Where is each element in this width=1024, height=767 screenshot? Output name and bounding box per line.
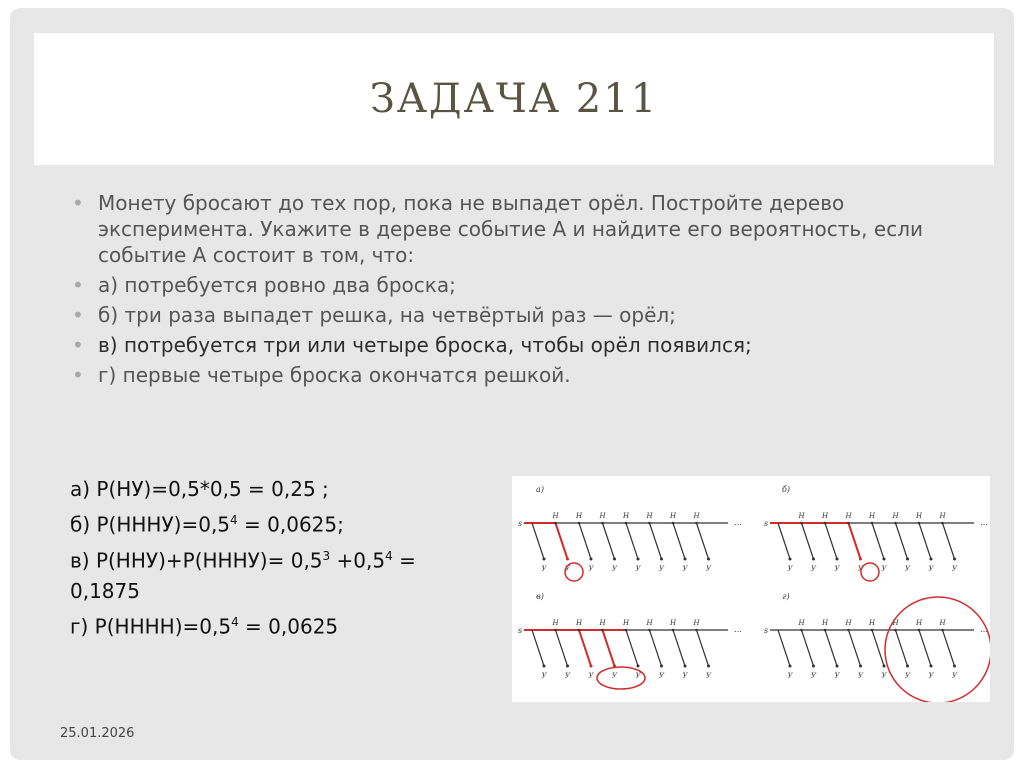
trunk-node bbox=[672, 629, 675, 632]
node-heads-label: У bbox=[951, 565, 958, 573]
branch-line bbox=[919, 523, 931, 559]
trunk-node bbox=[625, 629, 628, 632]
leaf-node bbox=[613, 558, 616, 561]
event-highlight-circle bbox=[861, 563, 879, 581]
panel-label: б) bbox=[781, 485, 791, 494]
start-label: s bbox=[517, 519, 523, 528]
node-tails-label: Н bbox=[669, 619, 677, 627]
branch-line bbox=[579, 630, 591, 666]
trunk-node bbox=[672, 522, 675, 525]
branch-line bbox=[556, 630, 568, 666]
node-heads-label: У bbox=[658, 565, 665, 573]
branch-line bbox=[825, 523, 837, 559]
branch-line bbox=[849, 523, 861, 559]
node-tails-label: Н bbox=[915, 512, 923, 520]
bullet-text: г) первые четыре броска окончатся решкой. bbox=[98, 363, 571, 387]
trunk-node bbox=[918, 522, 921, 525]
leaf-node bbox=[930, 558, 933, 561]
leaf-node bbox=[789, 665, 792, 668]
leaf-node bbox=[836, 558, 839, 561]
branch-line bbox=[626, 630, 638, 666]
trunk-node bbox=[554, 629, 557, 632]
branch-line bbox=[778, 630, 790, 666]
trunk-node bbox=[554, 522, 557, 525]
leaf-node bbox=[953, 558, 956, 561]
panel-label: а) bbox=[536, 485, 544, 494]
branch-line bbox=[919, 630, 931, 666]
bullet-text: Монету бросают до тех пор, пока не выпадет орёл. Постройте дерево эксперимента. Укажите в дереве событие А и найдите его вероятность, если событие А состоит в том, что: bbox=[98, 191, 923, 267]
continuation-dots: ... bbox=[980, 518, 988, 527]
leaf-node bbox=[812, 558, 815, 561]
continuation-dots: ... bbox=[980, 625, 988, 634]
branch-line bbox=[943, 523, 955, 559]
trunk-node bbox=[871, 629, 874, 632]
node-tails-label: Н bbox=[622, 512, 630, 520]
leaf-node bbox=[684, 558, 687, 561]
trunk-node bbox=[578, 629, 581, 632]
trunk-node bbox=[894, 629, 897, 632]
title-box bbox=[34, 33, 994, 165]
branch-line bbox=[579, 523, 591, 559]
node-tails-label: Н bbox=[939, 512, 946, 520]
leaf-node bbox=[707, 665, 710, 668]
bullet-item bbox=[66, 302, 966, 328]
answer-a: а) P(НУ)=0,5*0,5 = 0,25 ; bbox=[70, 477, 329, 501]
trunk-node bbox=[871, 522, 874, 525]
node-heads-label: У bbox=[857, 565, 864, 573]
node-heads-label: У bbox=[857, 672, 864, 680]
node-tails-label: Н bbox=[821, 512, 829, 520]
trunk-node bbox=[941, 629, 944, 632]
node-heads-label: У bbox=[834, 672, 840, 680]
node-heads-label: У bbox=[635, 672, 641, 680]
trunk-node bbox=[695, 522, 698, 525]
node-heads-label: У bbox=[541, 565, 547, 573]
continuation-dots: ... bbox=[734, 625, 742, 634]
node-heads-label: У bbox=[787, 672, 793, 680]
node-heads-label: У bbox=[588, 672, 594, 680]
branch-line bbox=[849, 630, 861, 666]
branch-line bbox=[778, 523, 790, 559]
trunk-node bbox=[625, 522, 628, 525]
node-heads-label: У bbox=[564, 565, 571, 573]
node-heads-label: У bbox=[658, 672, 665, 680]
leaf-node bbox=[684, 665, 687, 668]
trunk-node bbox=[824, 522, 827, 525]
node-tails-label: Н bbox=[845, 619, 852, 627]
node-heads-label: У bbox=[611, 672, 618, 680]
node-tails-label: Н bbox=[693, 512, 700, 520]
node-heads-label: У bbox=[834, 565, 840, 573]
node-tails-label: Н bbox=[669, 512, 677, 520]
leaf-node bbox=[566, 558, 569, 561]
experiment-tree-diagram bbox=[512, 476, 990, 702]
node-heads-label: У bbox=[541, 672, 547, 680]
trunk-node bbox=[894, 522, 897, 525]
leaf-node bbox=[789, 558, 792, 561]
answer-c: в) P(ННУ)+P(НННУ)= $0,5^3 +0,5^4$ = bbox=[70, 548, 416, 573]
trunk-node bbox=[847, 522, 850, 525]
leaf-node bbox=[707, 558, 710, 561]
node-tails-label: Н bbox=[868, 512, 876, 520]
leaf-node bbox=[930, 665, 933, 668]
branch-line bbox=[673, 523, 685, 559]
branch-line bbox=[532, 630, 544, 666]
trunk-node bbox=[601, 629, 604, 632]
leaf-node bbox=[883, 665, 886, 668]
trunk-node bbox=[695, 629, 698, 632]
node-tails-label: Н bbox=[798, 619, 805, 627]
trunk-node bbox=[824, 629, 827, 632]
node-heads-label: У bbox=[787, 565, 793, 573]
start-label: s bbox=[763, 626, 769, 635]
node-heads-label: У bbox=[682, 565, 688, 573]
trunk-node bbox=[941, 522, 944, 525]
node-heads-label: У bbox=[705, 565, 712, 573]
trunk-node bbox=[918, 629, 921, 632]
leaf-node bbox=[543, 558, 546, 561]
branch-line bbox=[650, 630, 662, 666]
branch-line bbox=[896, 630, 908, 666]
footer-date: 25.01.2026 bbox=[60, 726, 135, 741]
slide-title: ЗАДАЧА 211 bbox=[369, 76, 659, 122]
branch-line bbox=[872, 630, 884, 666]
node-tails-label: Н bbox=[845, 512, 852, 520]
node-tails-label: Н bbox=[575, 512, 583, 520]
trunk-node bbox=[648, 522, 651, 525]
panel-label: в) bbox=[536, 592, 544, 601]
node-tails-label: Н bbox=[915, 619, 923, 627]
node-tails-label: Н bbox=[646, 512, 653, 520]
bullet-item bbox=[66, 362, 966, 388]
start-label: s bbox=[763, 519, 769, 528]
node-heads-label: У bbox=[682, 672, 688, 680]
leaf-node bbox=[883, 558, 886, 561]
node-heads-label: У bbox=[928, 565, 934, 573]
branch-line bbox=[802, 523, 814, 559]
node-tails-label: Н bbox=[622, 619, 630, 627]
node-heads-label: У bbox=[564, 672, 571, 680]
node-tails-label: Н bbox=[599, 512, 606, 520]
node-tails-label: Н bbox=[892, 619, 899, 627]
bullet-dot-icon: • bbox=[72, 303, 84, 327]
bullet-dot-icon: • bbox=[72, 333, 84, 357]
node-tails-label: Н bbox=[552, 619, 559, 627]
node-heads-label: У bbox=[904, 565, 911, 573]
leaf-node bbox=[953, 665, 956, 668]
node-heads-label: У bbox=[951, 672, 958, 680]
branch-line bbox=[697, 523, 709, 559]
leaf-node bbox=[637, 665, 640, 668]
trunk-node bbox=[800, 629, 803, 632]
trunk-node bbox=[601, 522, 604, 525]
bullet-dot-icon: • bbox=[72, 191, 84, 215]
node-tails-label: Н bbox=[693, 619, 700, 627]
bullet-item bbox=[66, 272, 966, 298]
node-heads-label: У bbox=[810, 672, 817, 680]
node-tails-label: Н bbox=[599, 619, 606, 627]
bullet-dot-icon: • bbox=[72, 273, 84, 297]
bullet-list bbox=[66, 190, 966, 392]
node-heads-label: У bbox=[588, 565, 594, 573]
start-label: s bbox=[517, 626, 523, 635]
branch-line bbox=[896, 523, 908, 559]
node-heads-label: У bbox=[705, 672, 712, 680]
node-tails-label: Н bbox=[892, 512, 899, 520]
bullet-item bbox=[66, 190, 966, 268]
node-tails-label: Н bbox=[798, 512, 805, 520]
node-heads-label: У bbox=[881, 672, 887, 680]
bullet-text: б) три раза выпадет решка, на четвёртый раз — орёл; bbox=[98, 303, 676, 327]
leaf-node bbox=[660, 558, 663, 561]
leaf-node bbox=[812, 665, 815, 668]
leaf-node bbox=[566, 665, 569, 668]
branch-line bbox=[872, 523, 884, 559]
panel-label: г) bbox=[782, 592, 790, 601]
branch-line bbox=[943, 630, 955, 666]
leaf-node bbox=[906, 665, 909, 668]
bullet-text: в) потребуется три или четыре броска, чтобы орёл появился; bbox=[98, 333, 752, 357]
node-heads-label: У bbox=[635, 565, 641, 573]
leaf-node bbox=[543, 665, 546, 668]
trunk-node bbox=[648, 629, 651, 632]
branch-line bbox=[556, 523, 568, 559]
leaf-node bbox=[906, 558, 909, 561]
leaf-node bbox=[637, 558, 640, 561]
node-tails-label: Н bbox=[575, 619, 583, 627]
node-heads-label: У bbox=[928, 672, 934, 680]
answer-c-continued: 0,1875 bbox=[70, 579, 140, 604]
leaf-node bbox=[859, 665, 862, 668]
branch-line bbox=[650, 523, 662, 559]
answer-d: г) $P(НННН)=0,5^4 = 0,0625$ bbox=[70, 614, 339, 639]
leaf-node bbox=[590, 665, 593, 668]
branch-line bbox=[673, 630, 685, 666]
leaf-node bbox=[660, 665, 663, 668]
leaf-node bbox=[836, 665, 839, 668]
bullet-dot-icon: • bbox=[72, 363, 84, 387]
node-tails-label: Н bbox=[646, 619, 653, 627]
node-tails-label: Н bbox=[821, 619, 829, 627]
branch-line bbox=[532, 523, 544, 559]
trunk-node bbox=[847, 629, 850, 632]
node-tails-label: Н bbox=[552, 512, 559, 520]
experiment-tree-figure bbox=[512, 476, 990, 702]
node-tails-label: Н bbox=[939, 619, 946, 627]
node-tails-label: Н bbox=[868, 619, 876, 627]
node-heads-label: У bbox=[611, 565, 618, 573]
bullet-text: а) потребуется ровно два броска; bbox=[98, 273, 456, 297]
node-heads-label: У bbox=[904, 672, 911, 680]
node-heads-label: У bbox=[810, 565, 817, 573]
branch-line bbox=[603, 523, 615, 559]
event-highlight-circle bbox=[885, 597, 990, 702]
branch-line bbox=[626, 523, 638, 559]
answer-b: б) $P(НННУ)=0,5^4 = 0,0625$; bbox=[70, 512, 344, 537]
branch-line bbox=[603, 630, 615, 666]
branch-line bbox=[802, 630, 814, 666]
continuation-dots: ... bbox=[734, 518, 742, 527]
branch-line bbox=[825, 630, 837, 666]
leaf-node bbox=[590, 558, 593, 561]
answers-block bbox=[70, 474, 490, 643]
leaf-node bbox=[859, 558, 862, 561]
bullet-item bbox=[66, 332, 966, 358]
trunk-node bbox=[800, 522, 803, 525]
branch-line bbox=[697, 630, 709, 666]
node-heads-label: У bbox=[881, 565, 887, 573]
trunk-node bbox=[578, 522, 581, 525]
